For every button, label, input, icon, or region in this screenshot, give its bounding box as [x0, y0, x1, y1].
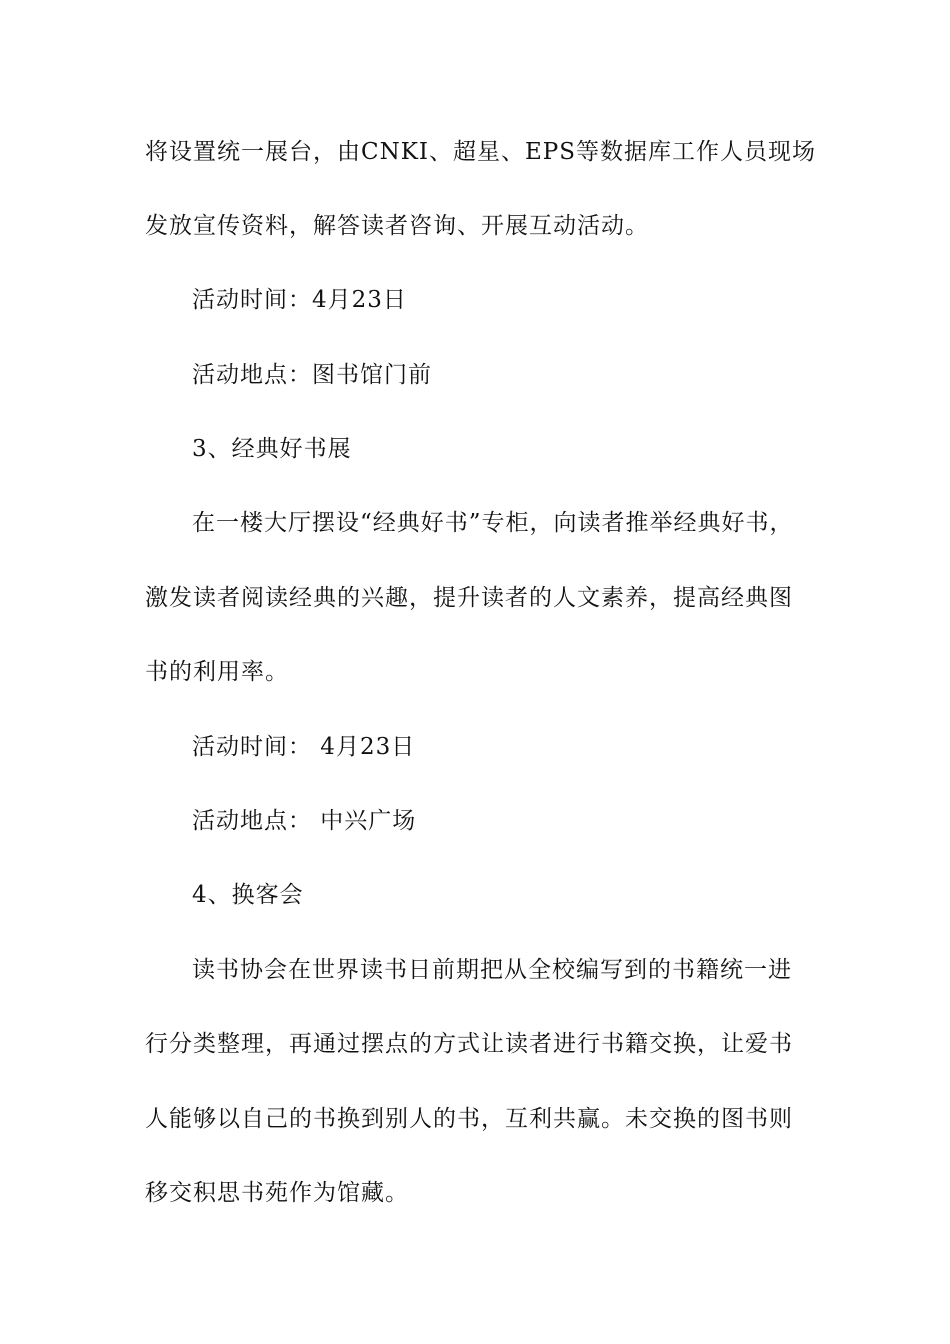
paragraph-line: 发放宣传资料，解答读者咨询、开展互动活动。	[145, 213, 649, 239]
paragraph-line: 移交积思书苑作为馆藏。	[145, 1180, 409, 1206]
paragraph-line: 激发读者阅读经典的兴趣，提升读者的人文素养，提高经典图	[145, 585, 793, 611]
event-location-line: 活动地点： 中兴广场	[192, 808, 417, 834]
paragraph-line: 书的利用率。	[145, 659, 289, 685]
paragraph-line: 行分类整理，再通过摆点的方式让读者进行书籍交换，让爱书	[145, 1031, 793, 1057]
event-time-line: 活动时间： 4月23日	[192, 734, 416, 760]
section-heading: 4、换客会	[192, 882, 304, 908]
section-heading: 3、经典好书展	[192, 436, 352, 462]
event-location-line: 活动地点：图书馆门前	[192, 362, 432, 388]
event-time-line: 活动时间：4月23日	[192, 287, 407, 313]
paragraph-line: 读书协会在世界读书日前期把从全校编写到的书籍统一进	[192, 957, 792, 983]
paragraph-line: 人能够以自己的书换到别人的书，互利共赢。未交换的图书则	[145, 1106, 793, 1132]
paragraph-line: 将设置统一展台，由CNKI、超星、EPS等数据库工作人员现场	[145, 139, 817, 165]
paragraph-line: 在一楼大厅摆设“经典好书”专柜，向读者推举经典好书，	[192, 510, 794, 536]
